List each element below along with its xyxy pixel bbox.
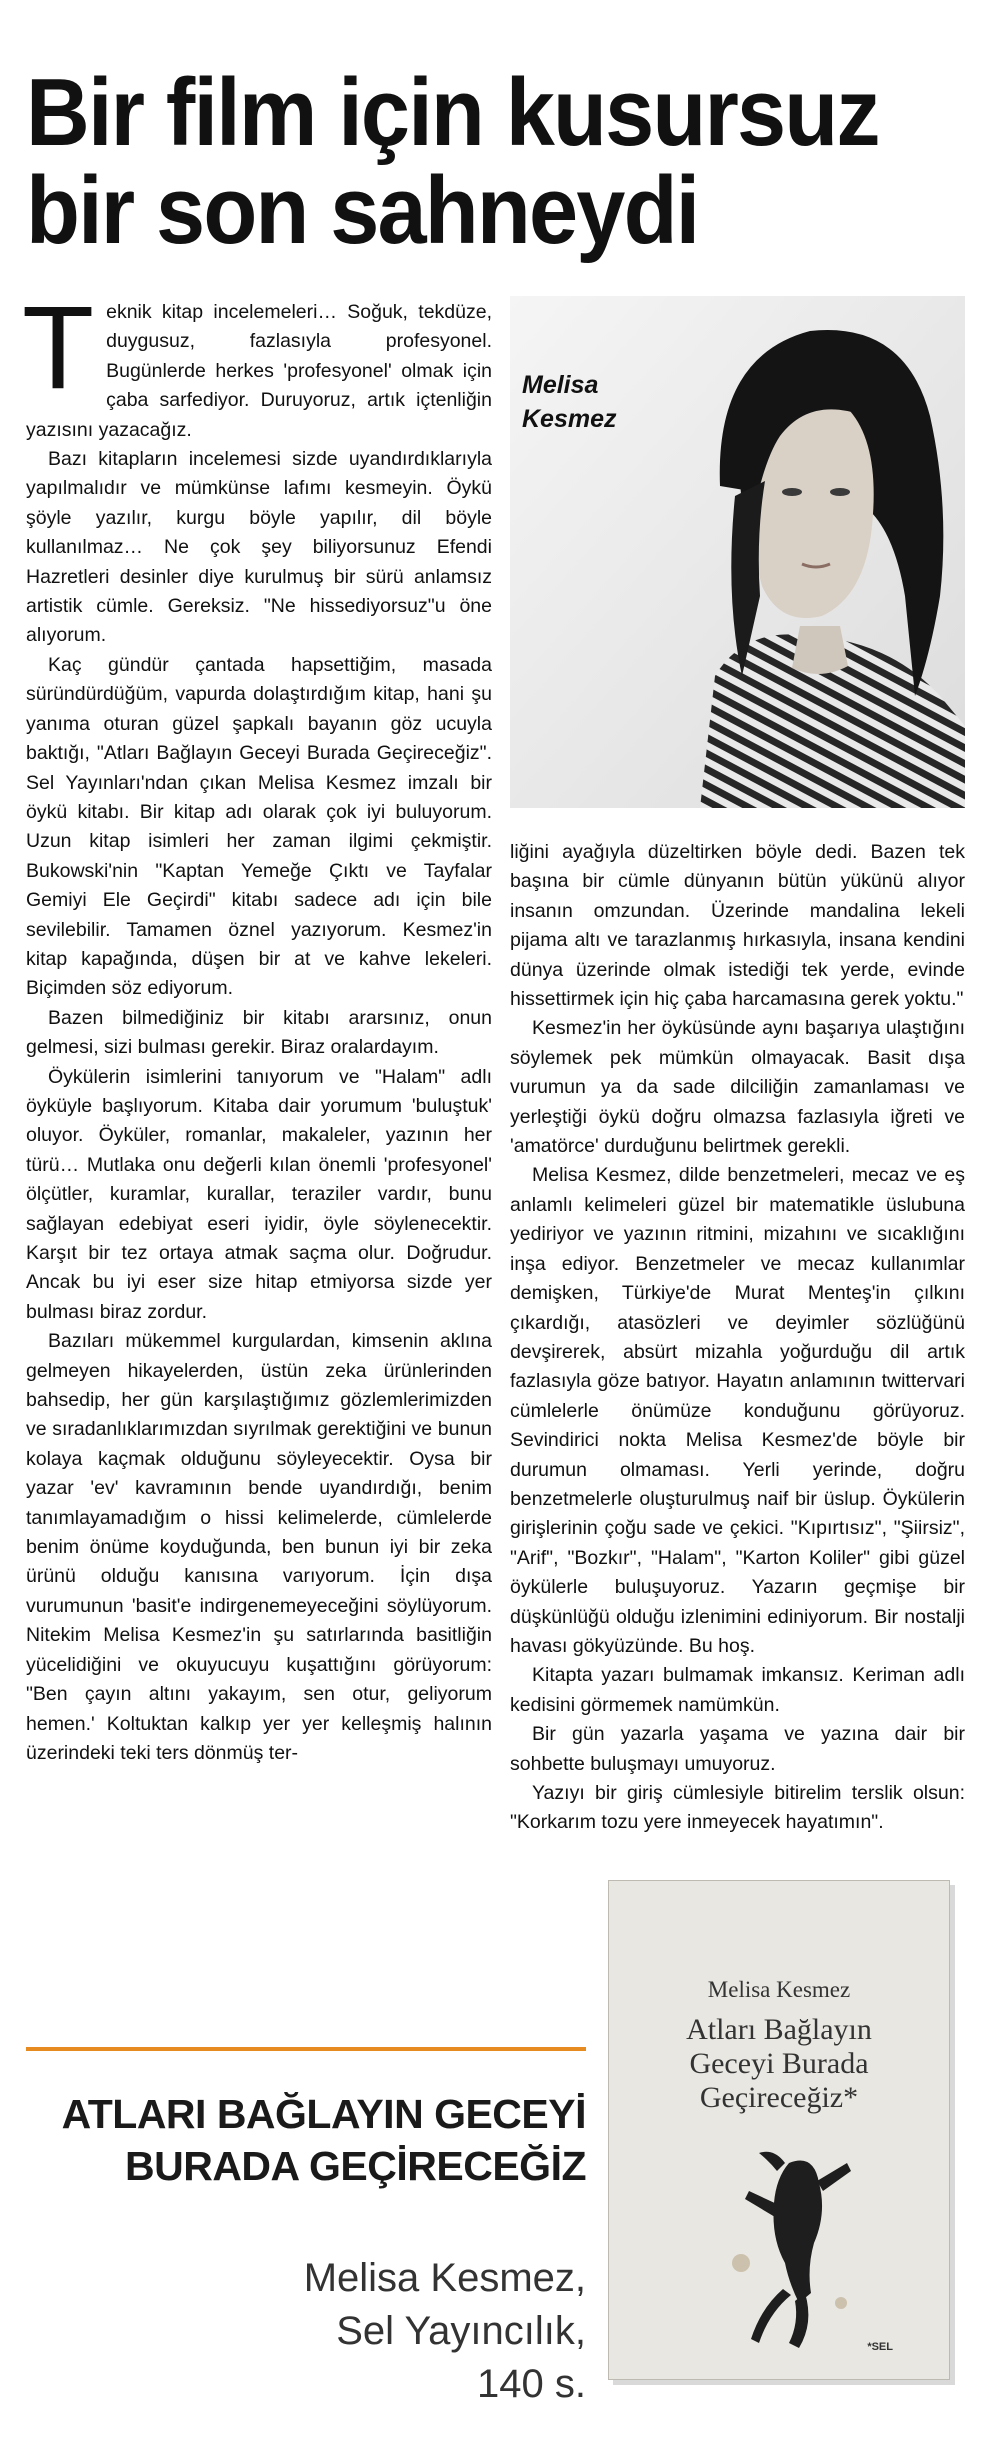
photo-caption-line-2: Kesmez [522,405,617,433]
cover-title-line-1: Atları Bağlayın [686,2013,872,2046]
article-paragraph: Teknik kitap incelemeleri… Soğuk, tekdüze, duygusuz, fazlasıyla profesyonel. Bugünlerde herkes 'profesyonel' olmak için çaba sarfediyor. Duruyoruz, artık içtenliğin yazısını yazacağız. [22,282,492,441]
article-column-right [510,838,965,1838]
article-paragraph: Bazı kitapların incelemesi sizde uyandırdıklarıyla yapılmalıdır ve mümkünse lafımı kesmeyin. Öykü şöyle yazılır, kurgu böyle yapılır, dil böyle kullanılmaz… Ne çok şey biliyorsunuz Efendi Hazretleri desinler diye kurulmuş bir sürü anlamsız artistik cümle. Gereksiz. "Ne hissediyorsuz"u öne alıyorum. [26,448,492,647]
book-info [160,2252,586,2411]
book-title [26,2088,586,2192]
headline-line-2: bir son sahneydi [26,157,699,264]
article-paragraph: Kaç gündür çantada hapsettiğim, masada süründürdüğüm, vapurda dolaştırdığım kitap, hani şu yanıma oturan güzel şapkalı bayanın göz ucuyla baktığı, "Atları Bağlayın Geceyi Burada Geçireceğiz". Sel Yayınları'ndan çıkan Melisa Kesmez imzalı bir öykü kitabı. Bir kitap adı olarak çok iyi buluyorum. Uzun kitap isimleri her zaman ilgimi çekmiştir. Bukowski'nin "Kaptan Yemeğe Çıktı ve Tayfalar Gemiyi Ele Geçirdi" kitabı sadece adı için bile sevilebilir. Tamamen öznel yazıyorum. Kesmez'in kitap kapağında, düşen bir at ve kahve lekeleri. Biçimden söz ediyorum. [26,653,492,1000]
cover-publisher: *SEL [867,2341,893,2353]
article-paragraph: liğini ayağıyla düzeltirken böyle dedi. Bazen tek başına bir cümle dünyanın bütün yükünü alıyor insanın omzundan. Üzerinde mandalina lekeli pijama altı ve tarazlanmış hırkasıyla, insana kendini dünya üzerinde olmak istediği tek yerde, evinde hissettirmek için hiç çaba harcamasına gerek yoktu." [510,841,965,1011]
article-paragraph: Bazıları mükemmel kurgulardan, kimsenin aklına gelmeyen hikayelerden, üstün zeka ürünlerinden bahsedip, her gün karşılaştığımız gözlemlerimizden ve sıradanlıklarımızdan sıyrılmak gerektiğini ve bunun kolaya kaçmak olduğunu söyleyecektir. Oysa bir yazar 'ev' kavramının bende uyandırdığı, benim tanımlayamadığım o hissi kelimelerde, cümlelerde benim önüme koyduğunda, ben bunun iyi bir zeka ürünü olduğu kanısına varıyorum. İçin dışa vurumunun 'basit'e indirgenemeyeceğini söylüyorum. Nitekim Melisa Kesmez'in şu satırlarında basitliğin yücelidiğini ve okuyucuyu kuşattığını görüyorum: "Ben çayın altını yakayım, sen otur, geliyorum hemen.' Koltuktan kalkıp yer yer kelleşmiş halının üzerindeki teki ters dönmüş ter- [26,1330,492,1764]
cover-title-line-2: Geceyi Burada [689,2047,869,2080]
headline-line-1: Bir film için kusursuz [26,59,879,166]
cover-author: Melisa Kesmez [707,1977,851,2002]
article-paragraph: Öykülerin isimlerini tanıyorum ve "Halam" adlı öyküyle başlıyorum. Kitaba dair yorumum 'buluştuk' oluyor. Öyküler, romanlar, makaleler, yazının her türü… Mutlaka onu değerli kılan önemli 'profesyonel' ölçütler, kuramlar, kurallar, teraziler vardır, bunu sağlayan edebiyat eseri iyidir, öyle söylenecektir. Karşıt bir tez ortaya atmak saçma olur. Doğrudur. Ancak bu iyi eser size hitap etmiyorsa sizde yer bulması biraz zordur. [26,1065,492,1323]
article-paragraph: Bazen bilmediğiniz bir kitabı ararsınız, onun gelmesi, sizi bulması gerekir. Biraz oralardayım. [26,1006,492,1059]
article-column-left [22,282,492,1768]
book-cover [608,1880,950,2380]
article-paragraph: Melisa Kesmez, dilde benzetmeleri, mecaz ve eş anlamlı kelimeleri güzel bir matematikle üslubuna yediriyor ve yazının ritmini, mizahını ve sıcaklığını inşa ediyor. Benzetmeler ve mecaz kullanımlar demişken, Türkiye'de Murat Menteş'in çılkını çıkardığı, atasözleri ve deyimler sözlüğünü devşirerek, absürt mizahla yoğurduğu dil artık fazlasıyla göze batıyor. Hayatın anlamının twittervari cümlelerle önümüze konduğunu görüyoruz. Sevindirici nokta Melisa Kesmez'de böyle bir durumun olmaması. Yerli yerinde, doğru benzetmelerle oluşturulmuş naif bir üslup. Öykülerin girişlerinin çoğu sade ve çekici. "Kıpırtısız", "Şiirsiz", "Arif", "Bozkır", "Halam", "Karton Koliler" gibi güzel öykülerle buluşuyoruz. Yazarın geçmişe bir düşkünlüğü olduğu izlenimini ediniyorum. Bir nostalji havası gökyüzünde. Bu hoş. [510,1164,965,1657]
book-author: Melisa Kesmez, [303,2256,586,2300]
cover-title-line-3: Geçireceğiz* [699,2081,859,2114]
orange-divider [26,2047,586,2051]
falling-horse-icon [719,2143,869,2353]
photo-caption-line-1: Melisa [522,371,599,399]
author-photo [510,296,965,808]
article-paragraph: Yazıyı bir giriş cümlesiyle bitirelim terslik olsun: "Korkarım tozu yere inmeyecek hayatımın". [510,1782,965,1834]
book-pages: 140 s. [477,2362,586,2406]
photo-caption [522,368,617,436]
article-paragraph: Kesmez'in her öyküsünde aynı başarıya ulaştığını söylemek pek mümkün olmayacak. Basit dışa vurumun ya da sade dilciliğin zamanlaması ve yerleştiği öykü doğru olmazsa fazlasıyla iğreti ve 'amatörce' durduğunu belirtmek gerekli. [510,1017,965,1158]
book-publisher: Sel Yayıncılık, [336,2309,586,2353]
book-title-line-2: BURADA GEÇİRECEĞİZ [125,2143,586,2189]
article-headline [26,59,891,264]
drop-cap: T [22,282,95,414]
cover-title [639,2013,919,2115]
article-paragraph: Kitapta yazarı bulmamak imkansız. Keriman adlı kedisini görmemek namümkün. [510,1664,965,1716]
book-title-line-1: ATLARI BAĞLAYIN GECEYİ [61,2091,586,2137]
article-paragraph: Bir gün yazarla yaşama ve yazına dair bir sohbette buluşmayı umuyoruz. [510,1723,965,1775]
